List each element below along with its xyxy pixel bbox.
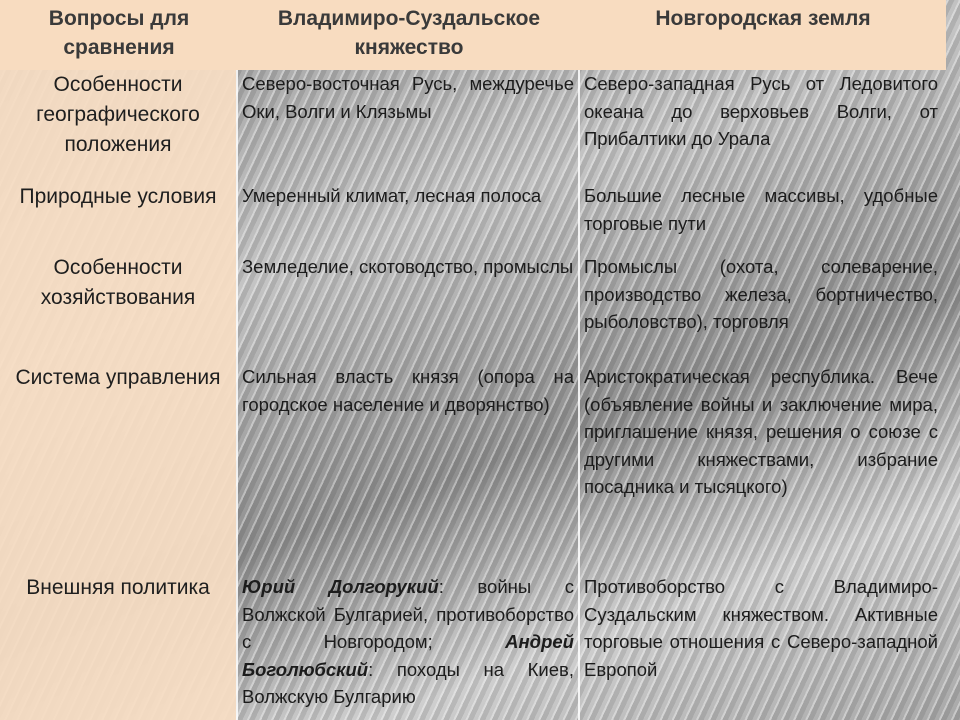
foreign-policy-text: : войны с Волжской Булгарией, противоборство с Новгородом; — [242, 576, 574, 652]
row-label-foreign-policy: Внешняя политика — [26, 576, 210, 599]
questions-column-background — [0, 70, 236, 720]
row-label-economy: Особенности хозяйствования — [40, 256, 196, 309]
cell-vladimir-geography: Северо-восточная Русь, междуречье Оки, Волги и Клязьмы — [242, 73, 574, 122]
cell-vladimir-foreign-policy — [242, 573, 574, 711]
cell-novgorod-governance: Аристократическая республика. Вече (объявление войны и заключение мира, приглашение князя, решения о союзе с другими княжествами, избрание посадника и тысяцкого) — [584, 366, 938, 497]
cell-novgorod-economy: Промыслы (охота, солеварение, производство железа, бортничество, рыболовство), торговля — [584, 256, 938, 332]
header-novgorod: Новгородская земля — [655, 7, 871, 30]
cell-vladimir-governance: Сильная власть князя (опора на городское население и дворянство) — [242, 366, 574, 415]
row-label-geography: Особенности географического положения — [36, 73, 200, 156]
column-divider — [236, 70, 238, 720]
header-vladimir-suzdal: Владимиро-Суздальское княжество — [277, 7, 541, 59]
table-header — [0, 0, 946, 70]
cell-novgorod-nature: Большие лесные массивы, удобные торговые пути — [584, 185, 938, 234]
cell-vladimir-nature: Умеренный климат, лесная полоса — [242, 185, 542, 206]
row-label-governance: Система управления — [15, 366, 221, 389]
cell-novgorod-geography: Северо-западная Русь от Ледовитого океана до верховьев Волги, от Прибалтики до Урала — [584, 73, 938, 149]
prince-name-andrei: Андрей Боголюбский — [242, 631, 574, 680]
column-divider — [578, 70, 580, 720]
header-questions: Вопросы для сравнения — [48, 7, 190, 59]
cell-vladimir-economy: Земледелие, скотоводство, промыслы — [242, 256, 574, 277]
prince-name-yuri: Юрий Долгорукий — [242, 576, 439, 597]
row-label-nature: Природные условия — [19, 185, 217, 208]
cell-novgorod-foreign-policy: Противоборство с Владимиро-Суздальским княжеством. Активные торговые отношения с Северо-западной Европой — [584, 576, 938, 680]
foreign-policy-text: : походы на Киев, Волжскую Булгарию — [242, 658, 574, 707]
